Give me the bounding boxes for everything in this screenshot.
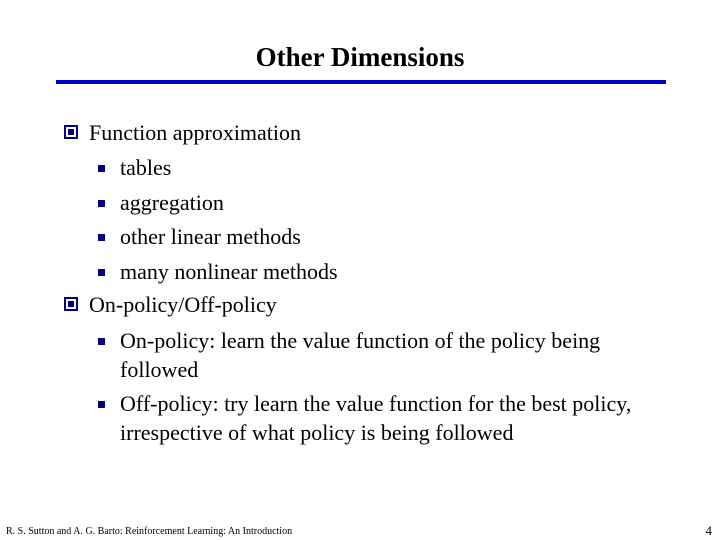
slide-title: Other Dimensions — [255, 42, 465, 72]
small-square-bullet-icon — [98, 401, 105, 408]
small-square-bullet-icon — [98, 338, 105, 345]
page-number: 4 — [705, 523, 712, 538]
hollow-square-bullet-icon — [64, 125, 78, 139]
hollow-square-bullet-icon — [64, 297, 78, 311]
bullet-text: On-policy/Off-policy — [89, 292, 277, 317]
small-square-bullet-icon — [98, 165, 105, 172]
bullet-text: Function approximation — [89, 120, 302, 145]
subbullet-text: Off-policy: try learn the value function for the best policy, irrespective of what policy is being followed — [120, 391, 632, 445]
small-square-bullet-icon — [98, 200, 105, 207]
subbullet-text: many nonlinear methods — [120, 259, 338, 284]
subbullet-text: other linear methods — [120, 224, 301, 249]
subbullet-text: On-policy: learn the value function of the policy being followed — [120, 328, 601, 382]
footer-citation: R. S. Sutton and A. G. Barto: Reinforcement Learning: An Introduction — [6, 526, 293, 537]
small-square-bullet-icon — [98, 269, 105, 276]
subbullet-text: tables — [120, 155, 172, 180]
subbullet-text: aggregation — [120, 190, 224, 215]
small-square-bullet-icon — [98, 234, 105, 241]
